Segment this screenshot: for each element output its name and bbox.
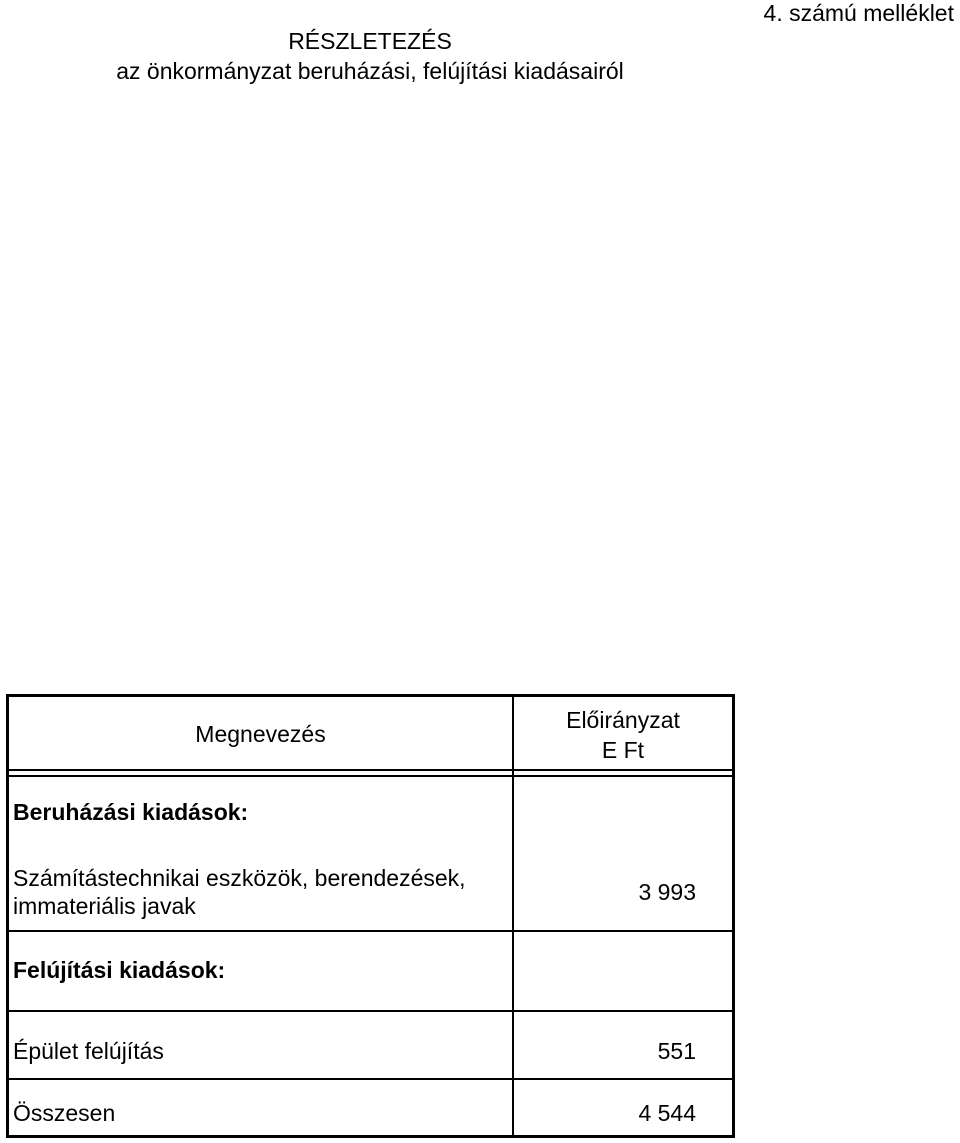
- row-label: Épület felújítás: [13, 1038, 164, 1064]
- table-border-left: [6, 694, 9, 1138]
- document-subtitle: az önkormányzat beruházási, felújítási kiadásairól: [116, 58, 624, 84]
- table-border-bottom: [6, 1135, 735, 1138]
- row-value: 551: [657, 1038, 696, 1064]
- column-header-name: Megnevezés: [195, 721, 326, 747]
- section-label-investment: Beruházási kiadások:: [13, 799, 249, 825]
- table-border-top: [6, 694, 735, 697]
- table-border-right: [732, 694, 735, 1138]
- row-separator: [6, 930, 735, 932]
- row-value: 3 993: [638, 879, 696, 905]
- document-title: RÉSZLETEZÉS: [288, 28, 452, 54]
- header-separator-lower: [6, 775, 735, 777]
- row-separator: [6, 1010, 735, 1012]
- row-label-line1: Számítástechnikai eszközök, berendezések,: [13, 865, 466, 891]
- row-separator: [6, 1078, 735, 1080]
- budget-table: [6, 694, 735, 1138]
- total-label: Összesen: [13, 1100, 116, 1126]
- column-header-value-line1: Előirányzat: [566, 707, 680, 733]
- annex-label: 4. számú melléklet: [763, 0, 954, 26]
- section-label-renovation: Felújítási kiadások:: [13, 957, 226, 983]
- column-header-value-line2: E Ft: [601, 737, 645, 763]
- total-value: 4 544: [638, 1100, 696, 1126]
- row-label-line2: immateriális javak: [13, 893, 196, 919]
- header-separator-upper: [6, 769, 735, 771]
